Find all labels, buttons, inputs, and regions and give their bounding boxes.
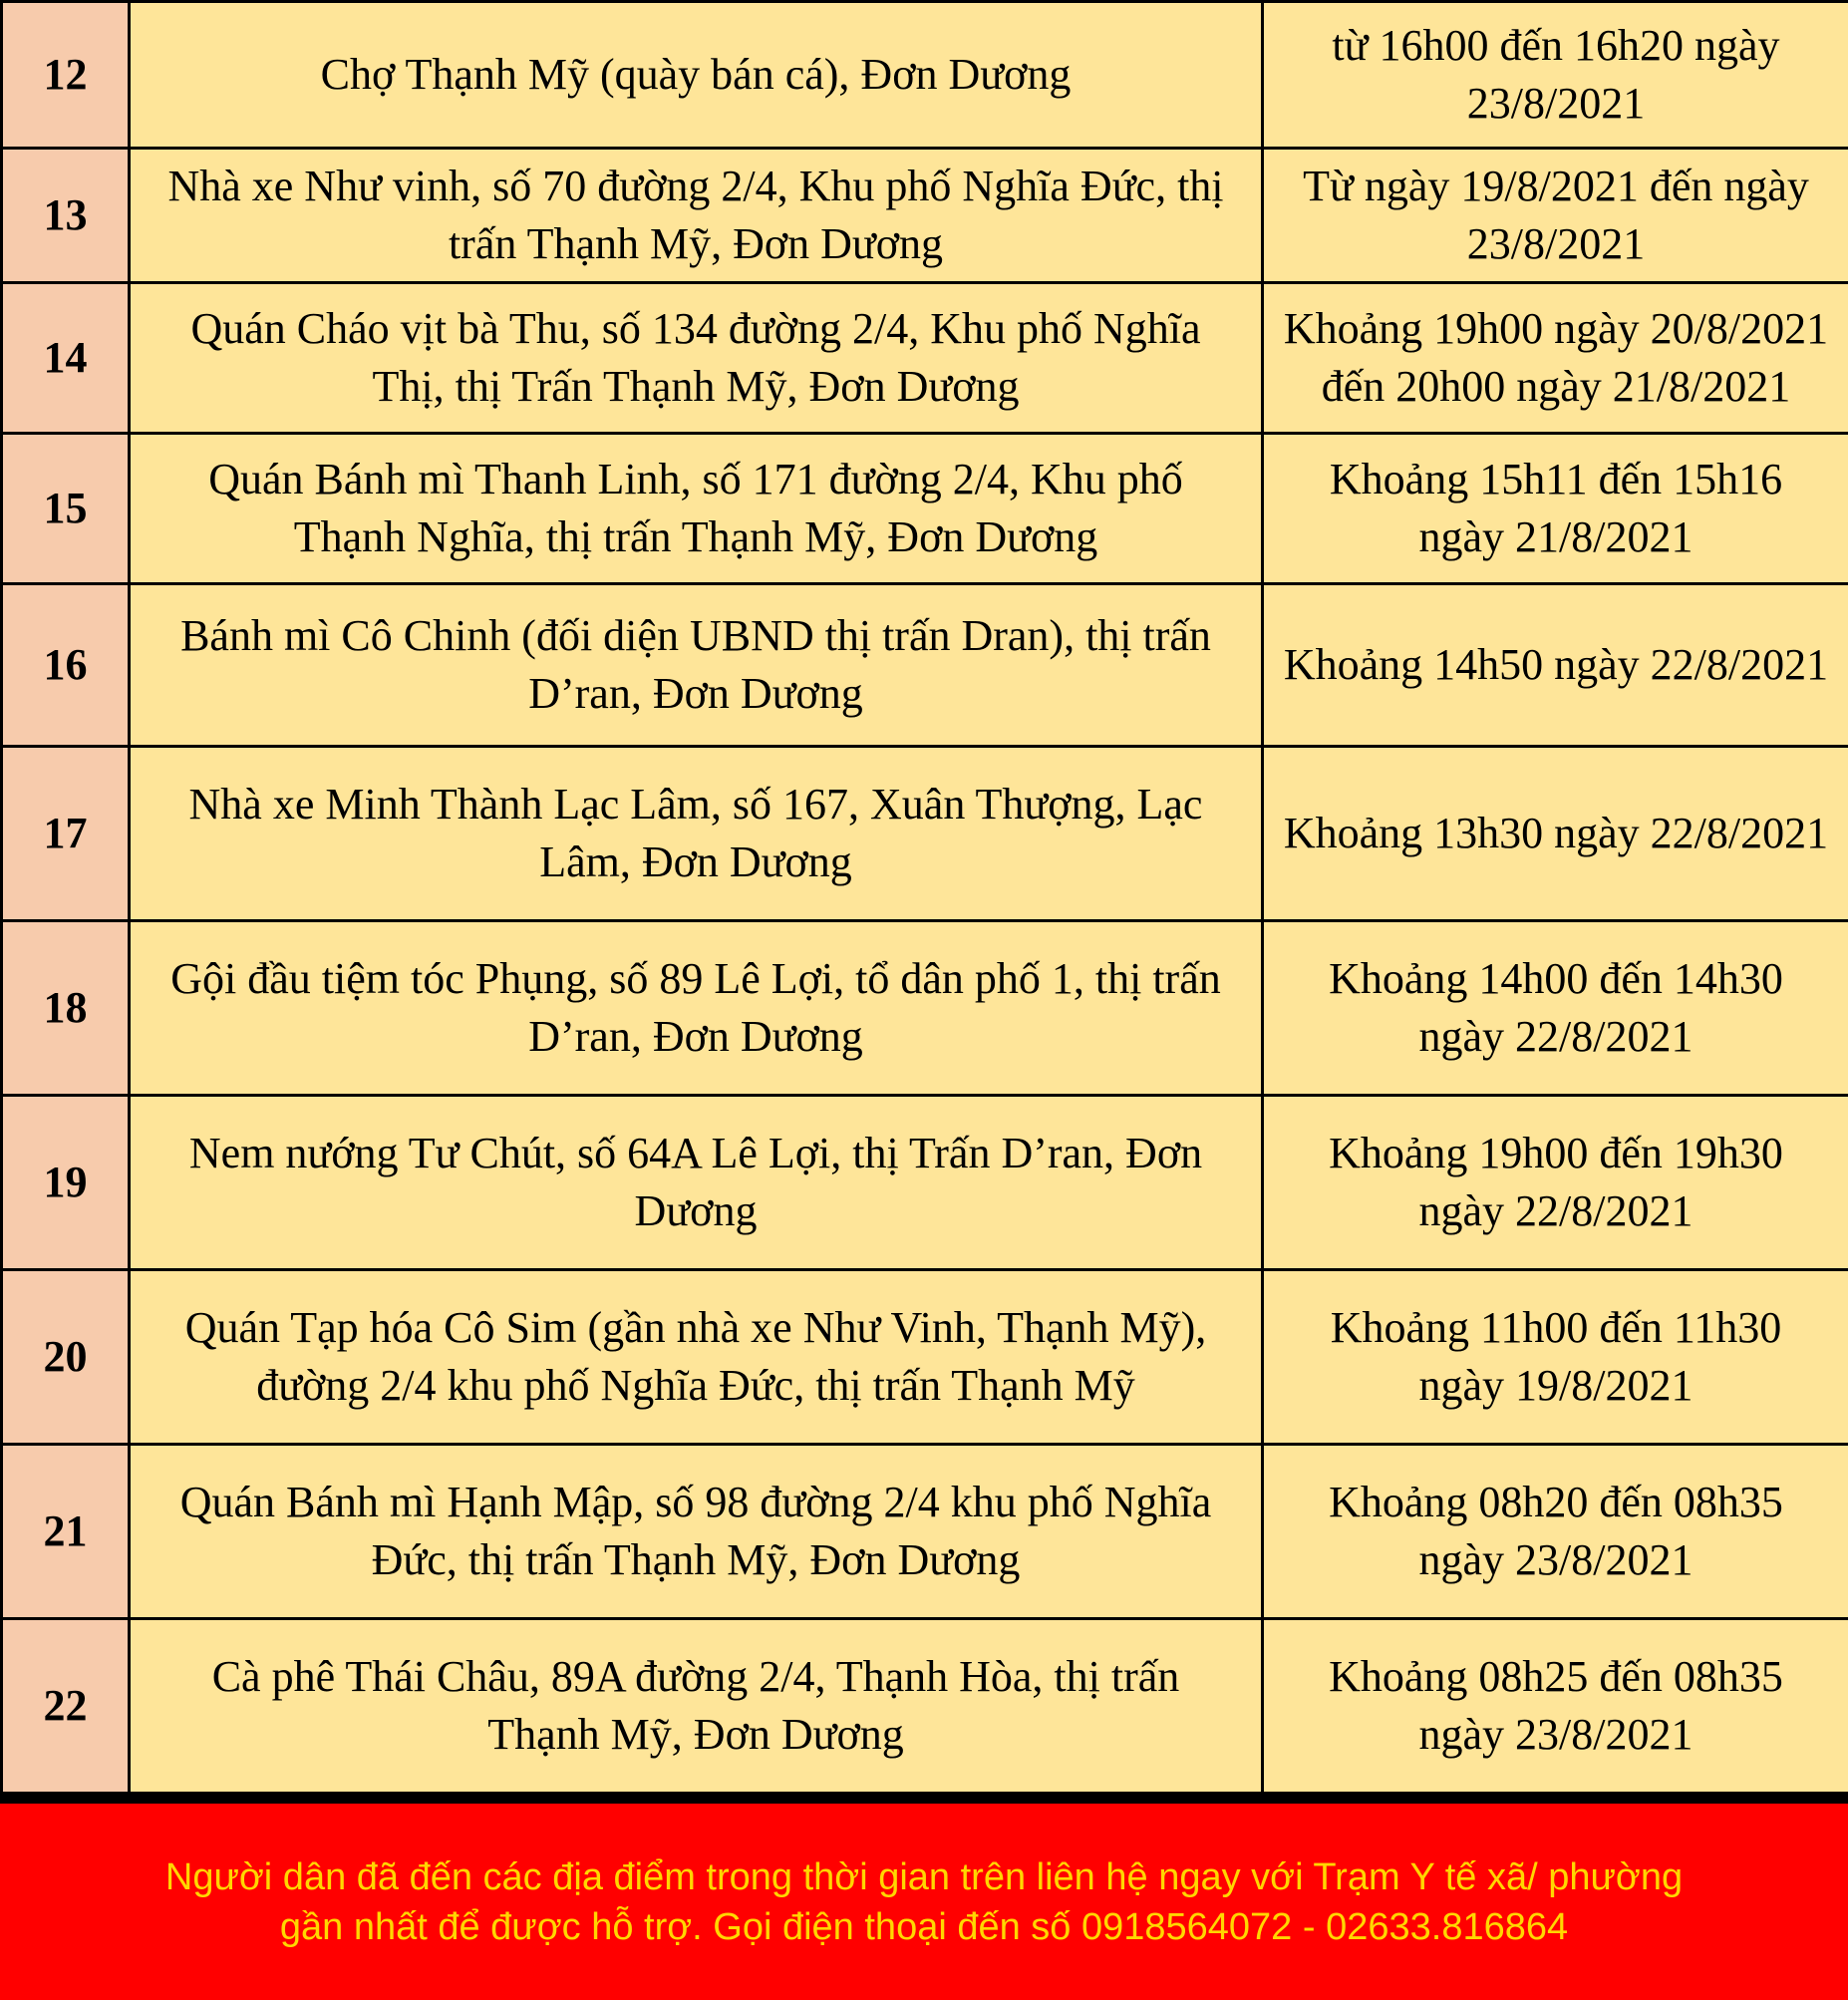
time-line: ngày 23/8/2021: [1418, 1710, 1694, 1759]
time-line: ngày 22/8/2021: [1418, 1012, 1694, 1061]
table-row: [2, 434, 1848, 584]
table-row: [2, 1096, 1848, 1270]
time-cell: [1263, 1096, 1848, 1270]
time-line: ngày 22/8/2021: [1418, 1186, 1694, 1235]
time-cell: [1263, 1619, 1848, 1794]
time-line: từ 16h00 đến 16h20 ngày: [1332, 21, 1780, 70]
table-row: [2, 2, 1848, 149]
row-number: 12: [2, 2, 130, 149]
location-line: Dương: [634, 1186, 758, 1235]
time-line: 23/8/2021: [1466, 79, 1646, 128]
time-line: Từ ngày 19/8/2021 đến ngày: [1303, 162, 1809, 210]
location-cell: [130, 1445, 1263, 1619]
row-number: 16: [2, 584, 130, 747]
table-row: [2, 283, 1848, 434]
location-line: Đức, thị trấn Thạnh Mỹ, Đơn Dương: [371, 1535, 1021, 1584]
time-cell: [1263, 149, 1848, 283]
location-line: D’ran, Đơn Dương: [528, 1012, 863, 1061]
time-cell: [1263, 2, 1848, 149]
location-cell: [130, 584, 1263, 747]
time-line: Khoảng 11h00 đến 11h30: [1330, 1303, 1782, 1352]
contact-notice-line: gần nhất để được hỗ trợ. Gọi điện thoại đến số 0918564072 - 02633.816864: [279, 1905, 1569, 1948]
location-line: Cà phê Thái Châu, 89A đường 2/4, Thạnh Hòa, thị trấn: [211, 1652, 1180, 1701]
location-cell: [130, 434, 1263, 584]
location-line: đường 2/4 khu phố Nghĩa Đức, thị trấn Thạnh Mỹ: [256, 1361, 1135, 1410]
location-cell: [130, 283, 1263, 434]
row-number: 15: [2, 434, 130, 584]
time-cell: [1263, 921, 1848, 1096]
time-cell: [1263, 283, 1848, 434]
location-line: Quán Bánh mì Hạnh Mập, số 98 đường 2/4 khu phố Nghĩa: [179, 1478, 1212, 1526]
time-line: Khoảng 19h00 ngày 20/8/2021: [1283, 304, 1829, 353]
time-line: ngày 19/8/2021: [1418, 1361, 1694, 1410]
locations-table-body: [2, 2, 1848, 1794]
time-line: đến 20h00 ngày 21/8/2021: [1321, 362, 1791, 411]
location-cell: [130, 1619, 1263, 1794]
time-line: ngày 21/8/2021: [1418, 512, 1694, 561]
location-line: Quán Bánh mì Thanh Linh, số 171 đường 2/4, Khu phố: [208, 455, 1183, 503]
location-cell: [130, 149, 1263, 283]
row-number: 22: [2, 1619, 130, 1794]
location-line: D’ran, Đơn Dương: [528, 669, 863, 718]
row-number: 21: [2, 1445, 130, 1619]
location-line: Thạnh Mỹ, Đơn Dương: [487, 1710, 904, 1759]
time-cell: [1263, 584, 1848, 747]
location-cell: [130, 1270, 1263, 1445]
table-row: [2, 149, 1848, 283]
contact-notice-line: Người dân đã đến các địa điểm trong thời gian trên liên hệ ngay với Trạm Y tế xã/ phường: [164, 1855, 1684, 1898]
location-line: Gội đầu tiệm tóc Phụng, số 89 Lê Lợi, tổ dân phố 1, thị trấn: [170, 954, 1221, 1003]
contact-notice-text: [106, 1852, 1742, 1952]
location-cell: [130, 747, 1263, 921]
location-line: Chợ Thạnh Mỹ (quày bán cá), Đơn Dương: [320, 50, 1072, 99]
time-cell: [1263, 1445, 1848, 1619]
time-cell: [1263, 747, 1848, 921]
time-line: ngày 23/8/2021: [1418, 1535, 1694, 1584]
location-line: Quán Cháo vịt bà Thu, số 134 đường 2/4, Khu phố Nghĩa: [190, 304, 1201, 353]
time-line: Khoảng 14h00 đến 14h30: [1329, 954, 1783, 1003]
time-cell: [1263, 1270, 1848, 1445]
time-cell: [1263, 434, 1848, 584]
time-line: Khoảng 19h00 đến 19h30: [1329, 1129, 1783, 1177]
row-number: 13: [2, 149, 130, 283]
row-number: 18: [2, 921, 130, 1096]
location-line: Bánh mì Cô Chinh (đối diện UBND thị trấn Dran), thị trấn: [180, 611, 1211, 660]
table-row: [2, 1445, 1848, 1619]
row-number: 14: [2, 283, 130, 434]
location-line: Thị, thị Trấn Thạnh Mỹ, Đơn Dương: [372, 362, 1020, 411]
row-number: 19: [2, 1096, 130, 1270]
time-line: Khoảng 15h11 đến 15h16: [1329, 455, 1783, 503]
table-row: [2, 921, 1848, 1096]
location-line: Lâm, Đơn Dương: [539, 837, 852, 886]
row-number: 20: [2, 1270, 130, 1445]
table-row: [2, 747, 1848, 921]
location-cell: [130, 1096, 1263, 1270]
location-line: Nhà xe Minh Thành Lạc Lâm, số 167, Xuân Thượng, Lạc: [188, 780, 1203, 829]
table-row: [2, 584, 1848, 747]
contact-notice-banner: [0, 1801, 1848, 2000]
time-line: Khoảng 08h20 đến 08h35: [1329, 1478, 1783, 1526]
row-number: 17: [2, 747, 130, 921]
table-row: [2, 1619, 1848, 1794]
table-row: [2, 1270, 1848, 1445]
location-cell: [130, 2, 1263, 149]
time-line: 23/8/2021: [1466, 219, 1646, 268]
location-line: Nhà xe Như vinh, số 70 đường 2/4, Khu phố Nghĩa Đức, thị: [167, 162, 1224, 210]
location-line: Thạnh Nghĩa, thị trấn Thạnh Mỹ, Đơn Dương: [293, 512, 1098, 561]
time-line: Khoảng 14h50 ngày 22/8/2021: [1283, 640, 1829, 689]
location-cell: [130, 921, 1263, 1096]
location-line: Quán Tạp hóa Cô Sim (gần nhà xe Như Vinh, Thạnh Mỹ),: [184, 1303, 1207, 1352]
location-line: Nem nướng Tư Chút, số 64A Lê Lợi, thị Trấn D’ran, Đơn: [188, 1129, 1203, 1177]
location-line: trấn Thạnh Mỹ, Đơn Dương: [448, 219, 944, 268]
time-line: Khoảng 13h30 ngày 22/8/2021: [1283, 809, 1829, 857]
time-line: Khoảng 08h25 đến 08h35: [1329, 1652, 1783, 1701]
